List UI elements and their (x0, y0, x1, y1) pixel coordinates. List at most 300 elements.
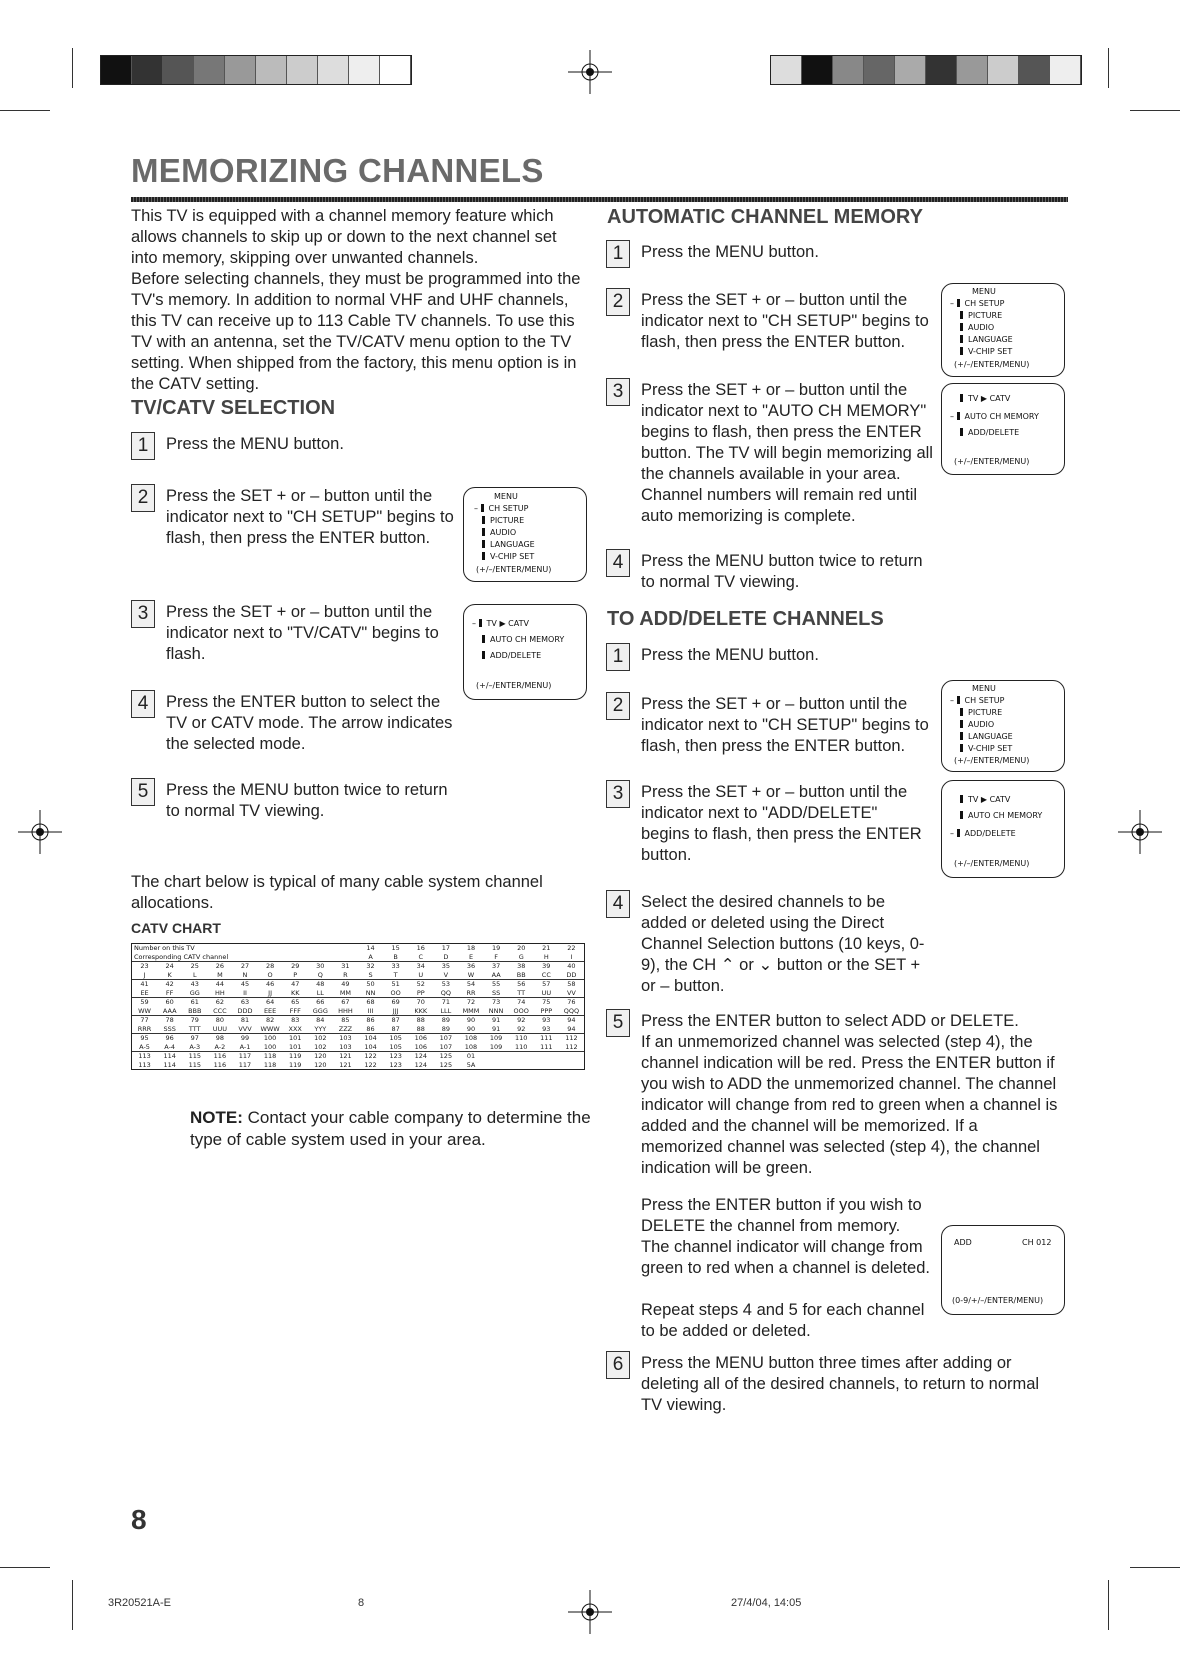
osd-nav-hint: (+/–/ENTER/MENU) (954, 360, 1030, 369)
catv-cell: 54 (466, 980, 476, 988)
crop-mark (72, 48, 73, 88)
footer-code: 3R20521A-E (108, 1597, 171, 1609)
catv-cell: 37 (491, 962, 501, 970)
catv-line (358, 962, 584, 971)
catv-cell: BB (516, 970, 526, 979)
catv-cell: 97 (190, 1034, 199, 1042)
osd-language: LANGUAGE (968, 335, 1013, 344)
step-detail: Repeat steps 4 and 5 for each channel to be added or deleted. (641, 1301, 925, 1340)
registration-mark-icon (1118, 810, 1162, 854)
catv-cell: 108 (464, 1042, 478, 1051)
catv-cell: 122 (364, 1052, 377, 1060)
catv-cell: 96 (165, 1034, 174, 1042)
catv-cell: TTT (188, 1024, 201, 1033)
catv-cell: 116 (213, 1052, 227, 1060)
catv-cell: 14 (366, 944, 375, 952)
catv-cell: 47 (291, 980, 300, 988)
catv-line (358, 998, 584, 1007)
catv-cell: 107 (439, 1034, 453, 1042)
catv-cell: 64 (265, 998, 275, 1006)
catv-cell: CC (541, 970, 551, 979)
catv-header-row (132, 944, 584, 962)
catv-line (132, 1007, 358, 1016)
osd-auto-ch: AUTO CH MEMORY (964, 412, 1039, 421)
catv-cell: 104 (364, 1042, 377, 1051)
catv-cell: 111 (540, 1034, 553, 1042)
catv-cell: S (368, 970, 373, 979)
osd-ch-setup: CH SETUP (964, 696, 1005, 705)
catv-cell: 107 (439, 1042, 453, 1051)
catv-cell: AAA (162, 1006, 177, 1015)
catv-line (358, 971, 584, 980)
catv-cell: 115 (188, 1052, 201, 1060)
catv-cell: 17 (441, 944, 451, 952)
catv-cell: 21 (542, 944, 551, 952)
catv-cell: H (543, 952, 549, 961)
catv-cell: UU (541, 988, 552, 997)
note (190, 1107, 610, 1151)
osd-add: ADD (954, 1238, 972, 1247)
catv-row-group (132, 980, 584, 998)
catv-line (132, 1034, 358, 1043)
catv-line (358, 980, 584, 989)
catv-cell: 117 (238, 1060, 252, 1069)
catv-cell: WWW (260, 1024, 280, 1033)
catv-cell: 48 (316, 980, 325, 988)
catv-cell: RR (466, 988, 476, 997)
catv-cell: 82 (265, 1016, 275, 1024)
catv-cell: RRR (137, 1024, 152, 1033)
footer-date: 27/4/04, 14:05 (731, 1597, 802, 1609)
catv-cell: 86 (366, 1024, 375, 1033)
catv-line (132, 1043, 358, 1052)
catv-cell: 100 (263, 1042, 277, 1051)
catv-cell: 113 (138, 1060, 151, 1069)
catv-cell: AA (491, 970, 501, 979)
catv-cell: A (368, 952, 373, 961)
catv-line (132, 962, 358, 971)
osd-add-delete: ADD/DELETE (968, 428, 1020, 437)
step-number: 1 (131, 432, 155, 460)
catv-cell: 32 (366, 962, 375, 970)
osd-nav-hint: (+/–/ENTER/MENU) (954, 457, 1030, 466)
osd-menu-add-delete: TV ▶ CATV AUTO CH MEMORY – ADD/DELETE (+/–/ENTER/MENU) (941, 780, 1065, 878)
catv-cell: 67 (341, 998, 350, 1006)
catv-cell: 45 (240, 980, 250, 988)
step-text: Press the SET + or – button until the indicator next to "ADD/DELETE" begins to flash, then press the ENTER button. (641, 783, 922, 864)
catv-cell: U (418, 970, 424, 979)
catv-cell: 112 (565, 1034, 578, 1042)
catv-header-label: Number on this TV (134, 944, 195, 952)
catv-cell: 25 (190, 962, 199, 970)
catv-cell: WW (138, 1006, 151, 1015)
catv-cell: 117 (238, 1052, 252, 1060)
catv-cell: SSS (163, 1024, 176, 1033)
crop-mark (72, 1580, 73, 1630)
catv-cell: 90 (466, 1024, 476, 1033)
catv-cell: 114 (163, 1060, 176, 1069)
osd-add-delete: ADD/DELETE (490, 651, 542, 660)
catv-cell: 5A (466, 1060, 476, 1069)
catv-cell: 70 (416, 998, 425, 1006)
catv-line (358, 1034, 584, 1043)
osd-channel-number: CH 012 (1022, 1238, 1052, 1247)
catv-cell: 89 (441, 1024, 451, 1033)
catv-cell: 61 (190, 998, 199, 1006)
catv-cell: 118 (263, 1052, 277, 1060)
catv-cell: 125 (439, 1052, 453, 1060)
catv-cell: N (242, 970, 248, 979)
osd-nav-hint: (+/–/ENTER/MENU) (476, 565, 552, 574)
catv-cell: 100 (263, 1034, 277, 1042)
section-heading-tv-catv: TV/CATV SELECTION (131, 397, 336, 419)
osd-vchip: V-CHIP SET (490, 552, 535, 561)
catv-cell: 71 (441, 998, 451, 1006)
osd-menu-auto-ch: TV ▶ CATV – AUTO CH MEMORY ADD/DELETE (+/–/ENTER/MENU) (941, 383, 1065, 475)
catv-cell: 22 (567, 944, 576, 952)
step-number: 2 (606, 288, 630, 316)
catv-cell: 18 (466, 944, 476, 952)
step-text: Press the MENU button. (166, 435, 344, 453)
osd-picture: PICTURE (968, 708, 1003, 717)
catv-cell: 28 (265, 962, 275, 970)
catv-cell: 38 (517, 962, 526, 970)
catv-cell: I (570, 952, 573, 961)
catv-cell: PPP (540, 1006, 553, 1015)
catv-cell: 123 (389, 1060, 402, 1069)
step-text: Press the SET + or – button until the indicator next to "CH SETUP" begins to flash, then press the ENTER button. (166, 487, 454, 547)
step-number: 1 (606, 643, 630, 671)
catv-cell: 91 (491, 1016, 501, 1024)
catv-line (132, 980, 358, 989)
osd-language: LANGUAGE (490, 540, 535, 549)
catv-cell: O (267, 970, 273, 979)
catv-cell: 84 (316, 1016, 325, 1024)
osd-menu-ch-setup: MENU – CH SETUP PICTURE AUDIO LANGUAGE V-CHIP SET (+/–/ENTER/MENU) (463, 487, 587, 582)
catv-cell: III (367, 1006, 374, 1015)
step-number: 3 (606, 378, 630, 406)
osd-tv-catv: TV ▶ CATV (968, 394, 1011, 403)
catv-line (358, 944, 584, 953)
osd-tv-catv: TV ▶ CATV (968, 795, 1011, 804)
catv-cell: 104 (364, 1034, 377, 1042)
catv-header-label: Corresponding CATV channel (134, 952, 229, 961)
catv-cell (559, 1052, 584, 1061)
osd-picture: PICTURE (490, 516, 525, 525)
catv-cell: 88 (416, 1024, 425, 1033)
catv-cell: 16 (416, 944, 425, 952)
catv-line (132, 989, 358, 998)
step-text: Press the SET + or – button until the indicator next to "AUTO CH MEMORY" begins to flash, then press the ENTER button. The TV will begin memorizing all the channels available in your area. Channel numbers will remain red until auto memorizing is complete. (641, 381, 933, 525)
catv-cell: 24 (165, 962, 174, 970)
catv-cell: T (393, 970, 398, 979)
catv-cell: 102 (314, 1042, 327, 1051)
catv-cell: 52 (416, 980, 425, 988)
osd-menu-label: MENU (972, 684, 996, 693)
catv-line (132, 1016, 358, 1025)
catv-cell: XXX (288, 1024, 302, 1033)
catv-cell: 29 (291, 962, 300, 970)
catv-cell: GGG (312, 1006, 328, 1015)
catv-cell: EE (140, 988, 149, 997)
step-text: Press the ENTER button to select ADD or DELETE. (641, 1012, 1019, 1030)
catv-cell: 83 (291, 1016, 300, 1024)
catv-cell: 106 (414, 1034, 427, 1042)
catv-cell: 59 (140, 998, 149, 1006)
registration-mark-icon (18, 810, 62, 854)
catv-cell: 120 (314, 1060, 327, 1069)
catv-cell: MM (339, 988, 352, 997)
step-number: 1 (606, 240, 630, 268)
step-text: Press the ENTER button to select the TV or CATV mode. The arrow indicates the selected mode. (166, 693, 453, 753)
catv-cell: QQ (440, 988, 451, 997)
catv-cell: 114 (163, 1052, 176, 1060)
section-heading-add-delete: TO ADD/DELETE CHANNELS (607, 608, 884, 630)
catv-cell: LL (316, 988, 324, 997)
catv-cell: 92 (517, 1024, 526, 1033)
catv-cell: VV (566, 988, 576, 997)
catv-cell: 87 (391, 1016, 400, 1024)
catv-cell: P (293, 970, 298, 979)
catv-cell: 72 (466, 998, 476, 1006)
catv-cell: 94 (567, 1024, 576, 1033)
osd-menu-ch-setup: MENU – CH SETUP PICTURE AUDIO LANGUAGE V-CHIP SET (+/–/ENTER/MENU) (941, 680, 1065, 772)
catv-cell: TT (517, 988, 526, 997)
osd-picture: PICTURE (968, 311, 1003, 320)
catv-cell: Q (317, 970, 323, 979)
catv-cell: 115 (188, 1060, 201, 1069)
catv-cell: A-2 (214, 1042, 226, 1051)
catv-cell: 43 (190, 980, 199, 988)
catv-cell: JJJ (392, 1006, 399, 1015)
catv-cell: 53 (441, 980, 451, 988)
osd-nav-hint: (0-9/+/–/ENTER/MENU) (952, 1296, 1044, 1305)
crop-mark (1108, 48, 1109, 88)
catv-cell: 23 (140, 962, 149, 970)
catv-cell: 33 (391, 962, 400, 970)
catv-cell: 118 (263, 1060, 277, 1069)
catv-cell: 26 (215, 962, 225, 970)
catv-cell: 35 (441, 962, 451, 970)
catv-cell: 105 (389, 1042, 402, 1051)
catv-cell: ZZZ (338, 1024, 353, 1033)
catv-line (358, 1007, 584, 1016)
osd-vchip: V-CHIP SET (968, 347, 1013, 356)
step-number: 5 (131, 778, 155, 806)
catv-chart (131, 943, 585, 1070)
catv-cell: 55 (491, 980, 501, 988)
catv-cell: 122 (364, 1060, 377, 1069)
catv-cell: YYY (314, 1024, 327, 1033)
catv-line (358, 1052, 584, 1061)
catv-cell: 109 (489, 1042, 503, 1051)
catv-cell: C (418, 952, 424, 961)
catv-cell (509, 1061, 534, 1070)
catv-chart-title: CATV CHART (131, 920, 221, 936)
catv-line (358, 1025, 584, 1034)
catv-cell: J (143, 970, 146, 979)
catv-cell: A-3 (189, 1042, 201, 1051)
catv-cell: 60 (165, 998, 174, 1006)
osd-ch-setup: CH SETUP (488, 504, 529, 513)
catv-cell: F (494, 952, 498, 961)
catv-cell: NN (365, 988, 376, 997)
page-title: MEMORIZING CHANNELS (131, 152, 544, 189)
catv-cell: 40 (567, 962, 576, 970)
osd-menu-label: MENU (972, 287, 996, 296)
title-rule (131, 197, 1068, 202)
catv-cell (534, 1052, 559, 1061)
osd-ch-setup: CH SETUP (964, 299, 1005, 308)
catv-cell: 90 (466, 1016, 476, 1024)
catv-cell: 57 (542, 980, 551, 988)
catv-cell: 99 (240, 1034, 250, 1042)
osd-menu-ch-setup: MENU – CH SETUP PICTURE AUDIO LANGUAGE V-CHIP SET (+/–/ENTER/MENU) (941, 283, 1065, 377)
catv-cell: 119 (289, 1052, 302, 1060)
catv-cell: 77 (140, 1016, 149, 1024)
step-number: 4 (606, 549, 630, 577)
catv-cell: W (467, 970, 475, 979)
step-number: 5 (606, 1009, 630, 1037)
catv-cell: 80 (215, 1016, 225, 1024)
catv-cell: II (243, 988, 247, 997)
catv-cell: 121 (339, 1052, 352, 1060)
catv-cell: HHH (338, 1006, 353, 1015)
catv-cell: FF (165, 988, 174, 997)
catv-cell: 124 (414, 1052, 427, 1060)
catv-cell: 124 (414, 1060, 427, 1069)
catv-cell: SS (491, 988, 501, 997)
step-text: Press the SET + or – button until the indicator next to "TV/CATV" begins to flash. (166, 603, 439, 663)
catv-cell: G (518, 952, 524, 961)
catv-cell: DD (566, 970, 577, 979)
catv-cell: 123 (389, 1052, 402, 1060)
catv-cell: 58 (567, 980, 576, 988)
catv-cell: 49 (341, 980, 350, 988)
catv-cell: 44 (215, 980, 225, 988)
osd-add-delete: ADD/DELETE (964, 829, 1016, 838)
step-text: Press the MENU button twice to return to normal TV viewing. (641, 552, 923, 591)
catv-cell: PP (416, 988, 425, 997)
color-registration-bar (100, 55, 412, 85)
catv-cell: 36 (466, 962, 476, 970)
step-detail: Press the ENTER button if you wish to DELETE the channel from memory. The channel indicator will change from green to red when a channel is deleted. (641, 1196, 930, 1277)
catv-cell: OO (390, 988, 401, 997)
osd-auto-ch: AUTO CH MEMORY (490, 635, 565, 644)
catv-cell: 93 (542, 1024, 551, 1033)
crop-mark (0, 110, 50, 111)
catv-cell: 79 (190, 1016, 199, 1024)
catv-cell: A-4 (164, 1042, 176, 1051)
osd-auto-ch: AUTO CH MEMORY (968, 811, 1043, 820)
catv-cell: 121 (339, 1060, 352, 1069)
catv-cell: 120 (314, 1052, 327, 1060)
catv-cell: A-5 (139, 1042, 150, 1051)
catv-cell: FFF (289, 1006, 301, 1015)
catv-line (132, 1025, 358, 1034)
catv-cell: 95 (140, 1034, 149, 1042)
catv-line (358, 1016, 584, 1025)
catv-cell: 103 (339, 1042, 352, 1051)
catv-cell: JJ (268, 988, 273, 997)
catv-cell: K (167, 970, 172, 979)
osd-menu-label: MENU (494, 492, 518, 501)
catv-cell: MMM (462, 1006, 480, 1015)
catv-cell: 98 (215, 1034, 225, 1042)
catv-cell: VVV (238, 1024, 252, 1033)
catv-cell (484, 1052, 509, 1061)
catv-line (132, 1061, 358, 1070)
catv-line (132, 998, 358, 1007)
osd-vchip: V-CHIP SET (968, 744, 1013, 753)
note-text: Contact your cable company to determine the type of cable system used in your area. (190, 1108, 591, 1149)
catv-cell: 108 (464, 1034, 478, 1042)
catv-cell: 19 (491, 944, 501, 952)
catv-cell: 62 (215, 998, 225, 1006)
catv-line (358, 1061, 584, 1070)
catv-cell: 116 (213, 1060, 227, 1069)
catv-cell: DDD (237, 1006, 253, 1015)
catv-cell: E (468, 952, 474, 961)
step-text: Press the MENU button. (641, 243, 819, 261)
crop-mark (0, 1567, 50, 1568)
step-text: Press the MENU button three times after adding or deleting all of the desired channels, to return to normal TV viewing. (641, 1354, 1040, 1414)
catv-cell: 78 (165, 1016, 174, 1024)
catv-cell: KKK (414, 1006, 428, 1015)
osd-add-channel (941, 1225, 1065, 1315)
catv-row-group (132, 962, 584, 980)
catv-cell: NNN (488, 1006, 504, 1015)
catv-cell: HH (214, 988, 225, 997)
catv-cell: 81 (240, 1016, 250, 1024)
catv-line (358, 1043, 584, 1052)
catv-cell: 110 (515, 1034, 528, 1042)
step-text: Press the MENU button. (641, 646, 819, 664)
catv-cell: 76 (567, 998, 576, 1006)
catv-cell: R (343, 970, 348, 979)
catv-cell: GG (189, 988, 200, 997)
catv-row-group (132, 998, 584, 1016)
catv-cell: A-1 (239, 1042, 251, 1051)
footer-page: 8 (358, 1597, 365, 1609)
catv-cell: 66 (316, 998, 325, 1006)
catv-cell: M (217, 970, 223, 979)
osd-nav-hint: (+/–/ENTER/MENU) (954, 859, 1030, 868)
catv-line (132, 971, 358, 980)
registration-mark-icon (568, 50, 612, 94)
catv-cell: 101 (289, 1042, 302, 1051)
catv-cell: 01 (466, 1052, 476, 1060)
catv-cell: 87 (391, 1024, 400, 1033)
catv-cell: KK (290, 988, 300, 997)
catv-cell (559, 1061, 584, 1070)
step-text: Press the SET + or – button until the indicator next to "CH SETUP" begins to flash, then press the ENTER button. (641, 695, 929, 755)
catv-cell: 94 (567, 1016, 576, 1024)
catv-cell: 65 (291, 998, 300, 1006)
catv-cell: L (192, 970, 197, 979)
step-number: 4 (131, 690, 155, 718)
crop-mark (1130, 1567, 1180, 1568)
osd-tv-catv: TV ▶ CATV (486, 619, 529, 628)
catv-cell: D (443, 952, 449, 961)
osd-audio: AUDIO (968, 323, 995, 332)
catv-cell: UUU (212, 1024, 228, 1033)
catv-line (358, 953, 584, 962)
catv-cell: 74 (517, 998, 526, 1006)
step-number: 2 (606, 692, 630, 720)
osd-menu-tv-catv: – TV ▶ CATV AUTO CH MEMORY ADD/DELETE (+/–/ENTER/MENU) (463, 604, 587, 700)
catv-cell: 86 (366, 1016, 375, 1024)
